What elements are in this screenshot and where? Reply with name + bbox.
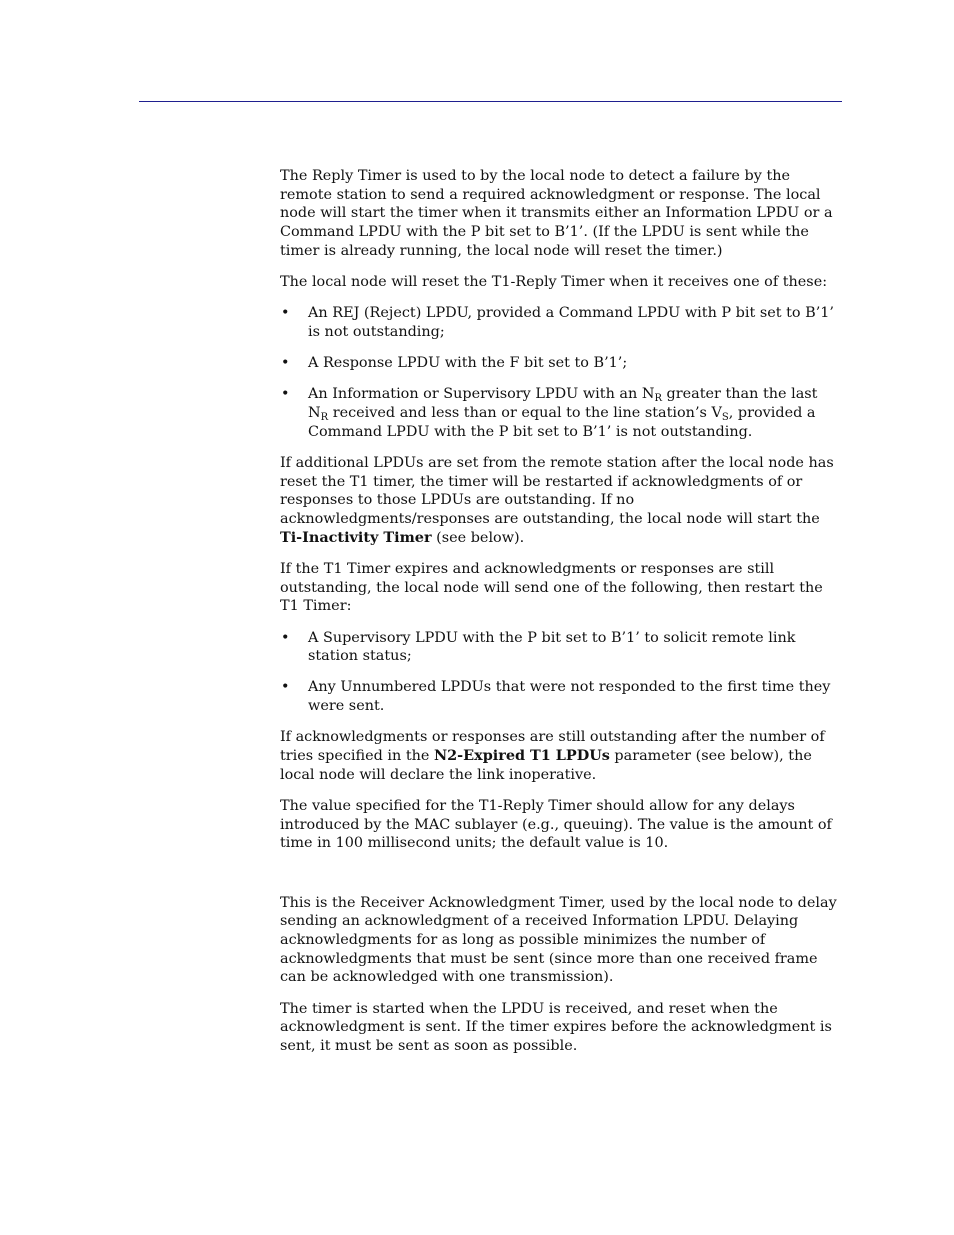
inoperative-paragraph: If acknowledgments or responses are still outstanding after the number of tries specified in the N2-Expired T1 LPDUs parameter (see below), the local node will declare the link inoperative.	[280, 729, 825, 783]
list-item	[280, 385, 842, 441]
list-item-text: A Supervisory LPDU with the P bit set to B’1’ to solicit remote link station status;	[308, 629, 796, 665]
reset-conditions-intro: The local node will reset the T1-Reply Timer when it receives one of these:	[280, 274, 828, 291]
list-item-text: An REJ (Reject) LPDU, provided a Command LPDU with P bit set to B’1’ is not outstanding;	[308, 305, 834, 340]
list-item	[280, 354, 842, 373]
section-spacer	[280, 866, 842, 894]
subscript: S	[721, 412, 729, 424]
bullet-icon: •	[281, 355, 290, 372]
subscript: R	[320, 412, 329, 424]
reply-timer-intro: The Reply Timer is used to by the local node to detect a failure by the remote station to send a required acknowledgment or response. The local node will start the timer when it transmits either an Information LPDU or a Command LPDU with the P bit set to B’1’. (If the LPDU is sent while the timer is already running, the local node will reset the timer.)	[280, 168, 833, 259]
reset-conditions-list	[280, 304, 842, 441]
expiry-actions-list	[280, 629, 842, 716]
bullet-icon: •	[281, 386, 290, 403]
restart-paragraph: If additional LPDUs are set from the remote station after the local node has reset the T1 timer, the timer will be restarted if acknowledgments of or responses to those LPDUs are outstanding. If no acknowledgments/responses are outstanding, the local node will start the Ti-Inactivity Timer (see below).	[280, 454, 834, 546]
document-body	[280, 167, 842, 1068]
list-item-text: An Information or Supervisory LPDU with an $N_R$ greater than the last $N_R$ received and less than or equal to the line station’s $V_S$, provided a Command LPDU with the P bit set to B’1’ is not outstanding.	[308, 386, 818, 440]
list-item	[280, 304, 842, 341]
bullet-icon: •	[281, 679, 290, 696]
bullet-icon: •	[281, 629, 290, 646]
header-rule	[139, 101, 842, 102]
expiry-paragraph: If the T1 Timer expires and acknowledgments or responses are still outstanding, the local node will send one of the following, then restart the T1 Timer:	[280, 560, 823, 615]
value-paragraph: The value specified for the T1-Reply Timer should allow for any delays introduced by the MAC sublayer (e.g., queuing). The value is the amount of time in 100 millisecond units; the default value is 10.	[280, 797, 832, 852]
list-item-text: Any Unnumbered LPDUs that were not responded to the first time they were sent.	[308, 679, 831, 715]
subscript: R	[654, 393, 662, 405]
list-item	[280, 629, 842, 666]
list-item-text: A Response LPDU with the F bit set to B’1’;	[308, 355, 628, 372]
ack-timer-behavior: The timer is started when the LPDU is received, and reset when the acknowledgment is sent. If the timer expires before the acknowledgment is sent, it must be sent as soon as possible.	[280, 1000, 832, 1055]
ack-timer-intro: This is the Receiver Acknowledgment Timer, used by the local node to delay sending an acknowledgment of a received Information LPDU. Delaying acknowledgments for as long as possible minimizes the number of acknowledgments that must be sent (since more than one received frame can be acknowledged with one transmission).	[280, 894, 837, 986]
bold-term: N2-Expired T1 LPDUs	[434, 747, 610, 765]
bold-term: Ti-Inactivity Timer	[280, 528, 432, 546]
bullet-icon: •	[281, 305, 290, 322]
list-item	[280, 678, 842, 715]
